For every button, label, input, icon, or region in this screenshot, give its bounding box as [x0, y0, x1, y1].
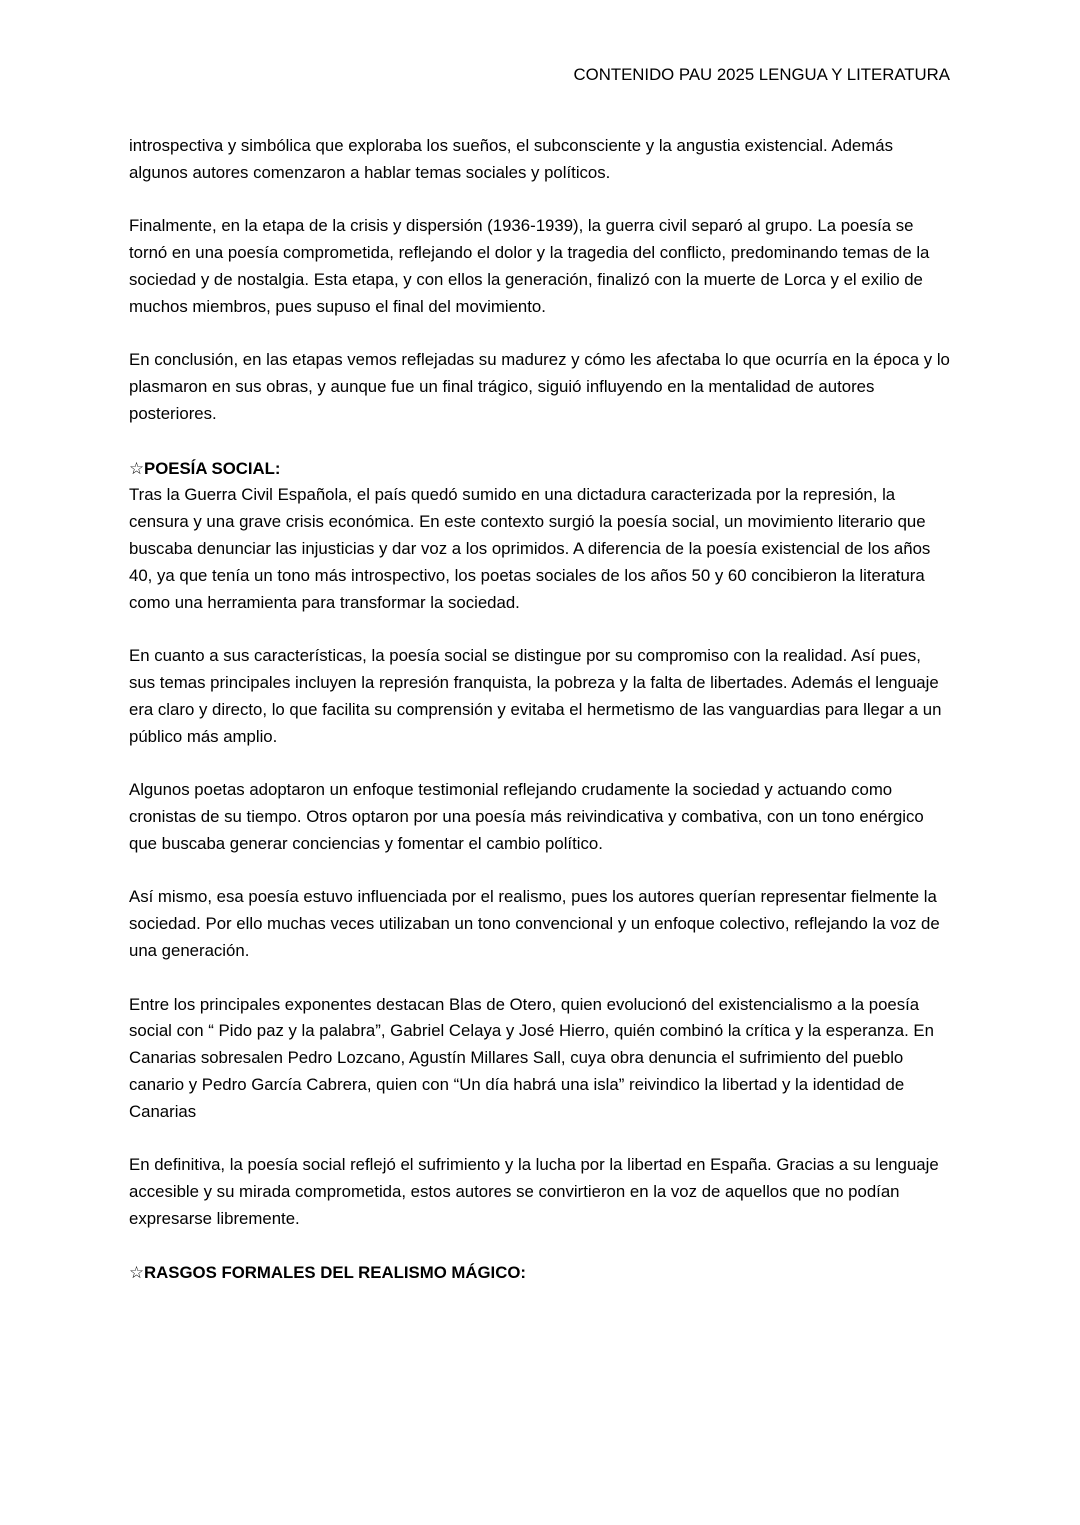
section-heading-label: POESÍA SOCIAL:: [144, 458, 281, 478]
paragraph: Algunos poetas adoptaron un enfoque testimonial reflejando crudamente la sociedad y actuando como cronistas de su tiempo. Otros optaron por una poesía más reivindicativa y combativa, con un tono enérgico que buscaba generar conciencias y fomentar el cambio político.: [129, 780, 924, 853]
page-header-title: CONTENIDO PAU 2025 LENGUA Y LITERATURA: [573, 65, 950, 84]
section-heading-realismo-magico: [129, 1259, 950, 1287]
star-icon: ☆: [129, 1262, 145, 1283]
paragraph: En cuanto a sus características, la poesía social se distingue por su compromiso con la realidad. Así pues, sus temas principales incluyen la represión franquista, la pobreza y la falta de libertades. Además el lenguaje era claro y directo, lo que facilita su comprensión y evitaba el hermetismo de las vanguardias para llegar a un público más amplio.: [129, 646, 942, 746]
section-heading-label: RASGOS FORMALES DEL REALISMO MÁGICO:: [144, 1263, 526, 1283]
paragraph: Entre los principales exponentes destacan Blas de Otero, quien evolucionó del existencialismo a la poesía social con “ Pido paz y la palabra”, Gabriel Celaya y José Hierro, quién combinó la crítica y la esperanza. En Canarias sobresalen Pedro Lozcano, Agustín Millares Sall, cuya obra denuncia el sufrimiento del pueblo canario y Pedro García Cabrera, quien con “Un día habrá una isla” reivindico la libertad y la identidad de Canarias: [129, 994, 934, 1121]
paragraph: Finalmente, en la etapa de la crisis y dispersión (1936-1939), la guerra civil separó al grupo. La poesía se tornó en una poesía comprometida, reflejando el dolor y la tragedia del conflicto, predominando temas de la sociedad y de nostalgia. Esta etapa, y con ellos la generación, finalizó con la muerte de Lorca y el exilio de muchos miembros, pues supuso el final del movimiento.: [129, 216, 930, 316]
paragraph: Así mismo, esa poesía estuvo influenciada por el realismo, pues los autores querían representar fielmente la sociedad. Por ello muchas veces utilizaban un tono convencional y un enfoque colectivo, reflejando la voz de una generación.: [129, 887, 940, 960]
paragraph: introspectiva y simbólica que exploraba los sueños, el subconsciente y la angustia existencial. Además algunos autores comenzaron a hablar temas sociales y políticos.: [129, 136, 893, 182]
section-heading-poesia-social: [129, 455, 950, 483]
paragraph: En definitiva, la poesía social reflejó el sufrimiento y la lucha por la libertad en España. Gracias a su lenguaje accesible y su mirada comprometida, estos autores se convirtieron en la voz de aquellos que no podían expresarse libremente.: [129, 1155, 939, 1228]
star-icon: ☆: [129, 457, 145, 478]
paragraph: En conclusión, en las etapas vemos reflejadas su madurez y cómo les afectaba lo que ocurría en la época y lo plasmaron en sus obras, y aunque fue un final trágico, siguió influyendo en la mentalidad de autores posteriores.: [129, 350, 950, 423]
paragraph: Tras la Guerra Civil Española, el país quedó sumido en una dictadura caracterizada por la represión, la censura y una grave crisis económica. En este contexto surgió la poesía social, un movimiento literario que buscaba denunciar las injusticias y dar voz a los oprimidos. A diferencia de la poesía existencial de los años 40, ya que tenía un tono más introspectivo, los poetas sociales de los años 50 y 60 concibieron la literatura como una herramienta para transformar la sociedad.: [129, 485, 931, 612]
